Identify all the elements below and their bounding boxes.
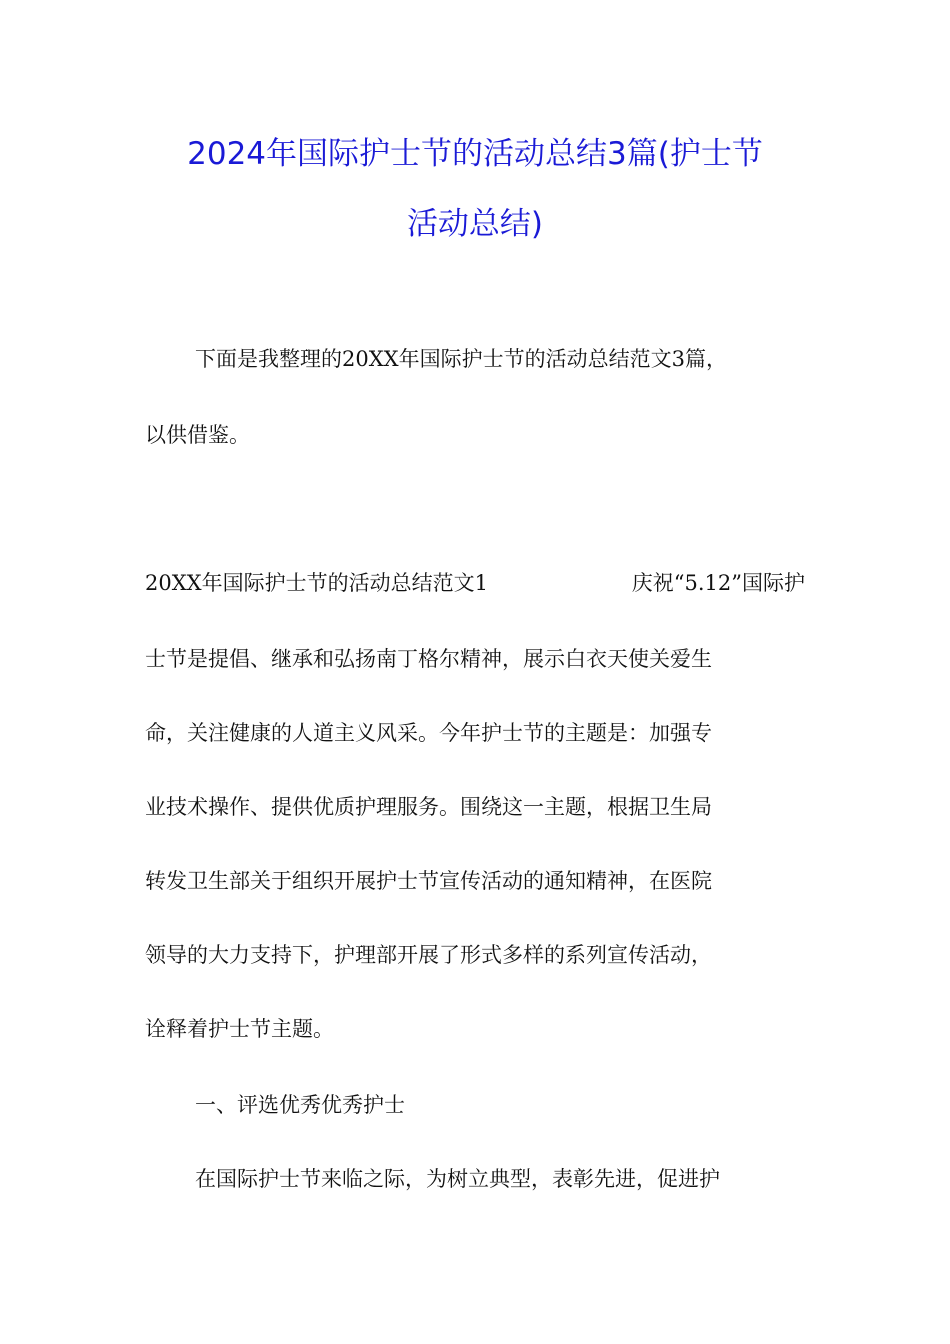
document-title-line-1: 2024年国际护士节的活动总结3篇(护士节 [187,136,763,172]
section-1-heading: 20XX年国际护士节的活动总结范文1 [145,571,488,595]
intro-line-1: 下面是我整理的20XX年国际护士节的活动总结范文3篇， [195,347,727,371]
section-1-first-line [145,568,805,598]
section-1-paragraph-line: 命，关注健康的人道主义风采。今年护士节的主题是：加强专 [145,721,712,745]
section-1-paragraph-line: 业技术操作、提供优质护理服务。围绕这一主题，根据卫生局 [145,795,712,819]
section-1-first-line-rest: 庆祝“5.12”国际护 [631,571,805,595]
section-1-paragraph-line: 士节是提倡、继承和弘扬南丁格尔精神，展示白衣天使关爱生 [145,647,712,671]
document-title-line-2: 活动总结) [406,206,544,242]
intro-line-2: 以供借鉴。 [145,423,250,447]
subheading-1: 一、评选优秀优秀护士 [195,1093,405,1117]
section-1-paragraph-last-line: 诠释着护士节主题。 [145,1017,334,1041]
section-1-paragraph-line: 转发卫生部关于组织开展护士节宣传活动的通知精神，在医院 [145,869,712,893]
paragraph-2-line-1: 在国际护士节来临之际，为树立典型，表彰先进，促进护 [195,1167,720,1191]
section-1-paragraph-line: 领导的大力支持下，护理部开展了形式多样的系列宣传活动， [145,943,712,967]
